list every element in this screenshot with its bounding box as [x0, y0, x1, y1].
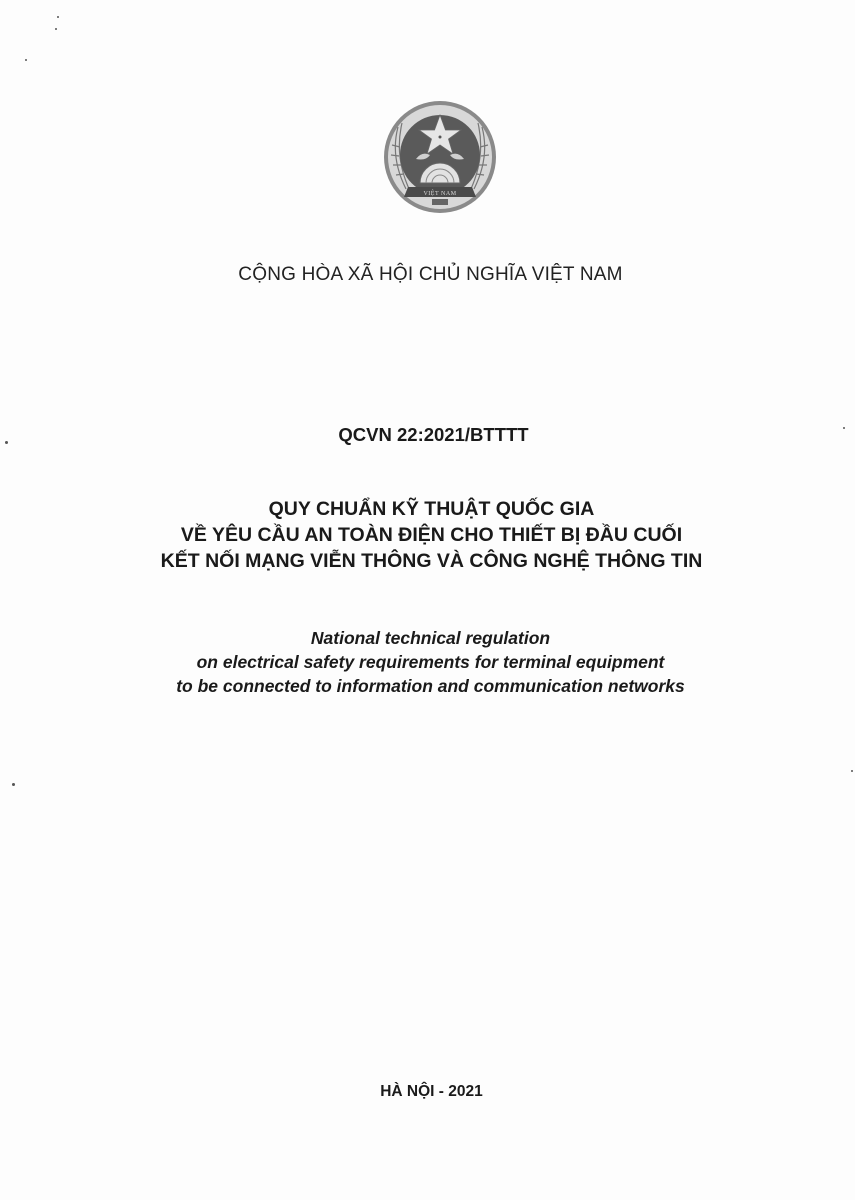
title-english-line: National technical regulation	[310, 628, 551, 648]
title-vietnamese-line: VỀ YÊU CẦU AN TOÀN ĐIỆN CHO THIẾT BỊ ĐẦU CUỐI	[180, 524, 683, 546]
scan-speck	[851, 770, 853, 772]
title-vietnamese-line: KẾT NỐI MẠNG VIỄN THÔNG VÀ CÔNG NGHỆ THÔNG TIN	[160, 550, 703, 572]
scan-speck	[25, 59, 27, 61]
title-english-line: to be connected to information and communication networks	[176, 676, 685, 696]
title-vietnamese	[0, 496, 855, 574]
vietnam-national-emblem-icon	[378, 97, 502, 221]
country-name: CỘNG HÒA XÃ HỘI CHỦ NGHĨA VIỆT NAM	[238, 264, 623, 285]
title-english-line: on electrical safety requirements for terminal equipment	[196, 652, 665, 672]
scan-speck	[57, 16, 59, 18]
title-vietnamese-line: QUY CHUẨN KỸ THUẬT QUỐC GIA	[268, 498, 595, 520]
scan-speck	[12, 783, 15, 786]
regulation-code: QCVN 22:2021/BTTTT	[338, 424, 529, 445]
place-and-year: HÀ NỘI - 2021	[380, 1083, 483, 1100]
title-english	[0, 626, 855, 698]
scan-speck	[55, 28, 57, 30]
svg-text:VIỆT NAM: VIỆT NAM	[423, 191, 457, 197]
